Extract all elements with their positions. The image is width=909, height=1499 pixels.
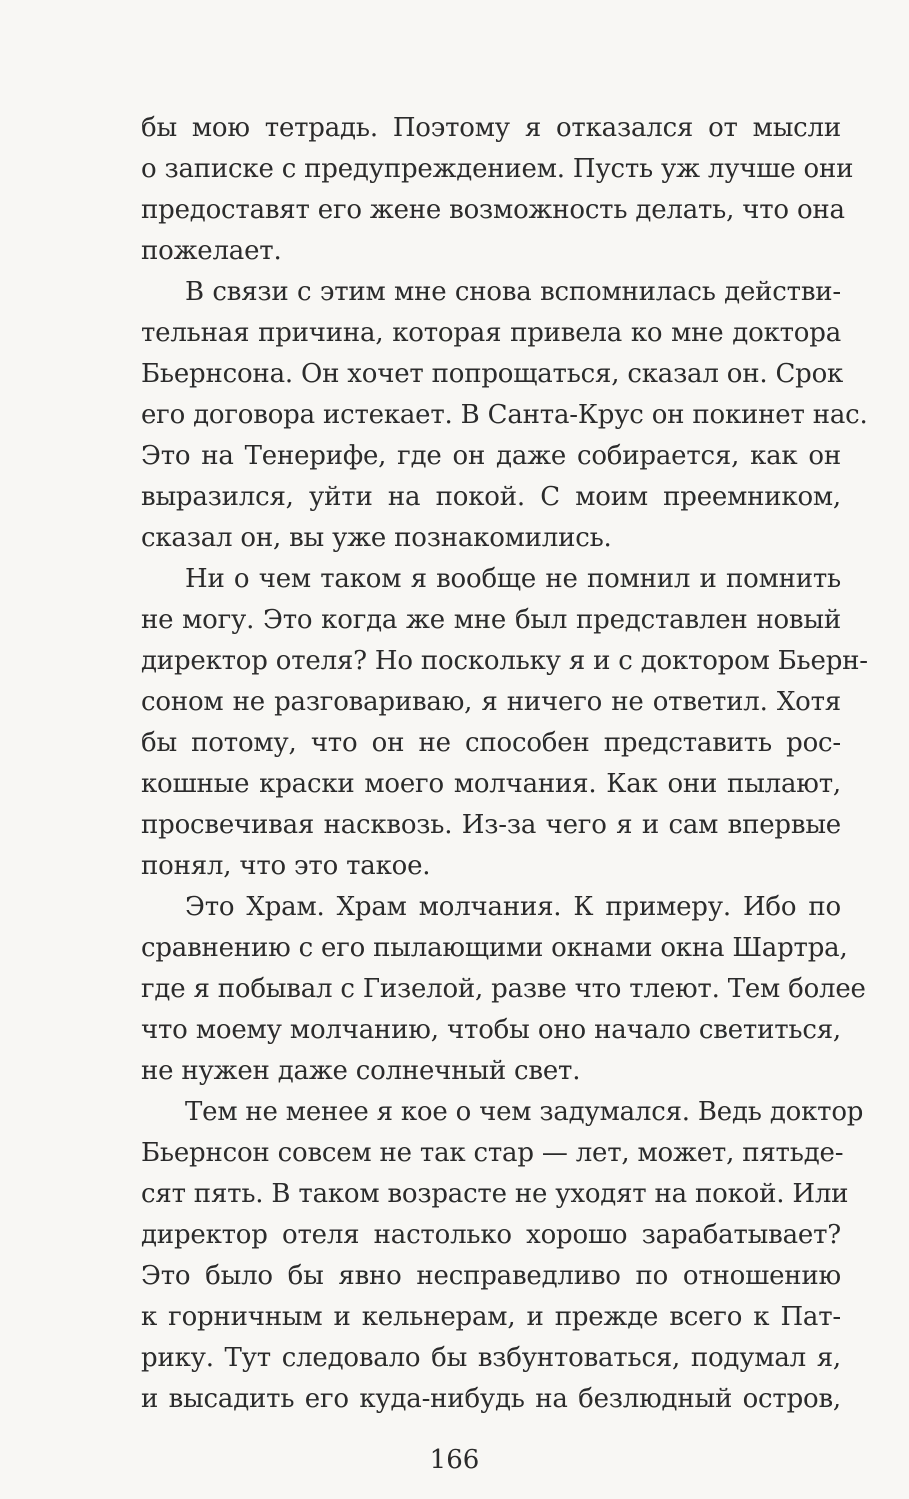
text-line-8: его договора истекает. В Санта-Крус он покинет нас. — [141, 400, 868, 430]
text-line-2: о записке с предупреждением. Пусть уж лучше они — [141, 154, 854, 184]
text-line-6: тельная причина, которая привела ко мне доктора — [141, 318, 841, 348]
text-line-10: выразился, уйти на покой. С моим преемником, — [141, 482, 841, 512]
text-line-27: сят пять. В таком возрасте не уходят на покой. Или — [141, 1179, 849, 1209]
text-line-25: Тем не менее я кое о чем задумался. Ведь доктор — [185, 1097, 864, 1127]
text-line-26: Бьернсон совсем не так стар — лет, может, пятьде- — [141, 1138, 844, 1168]
text-line-20: Это Храм. Храм молчания. К примеру. Ибо по — [185, 892, 841, 922]
text-line-1: бы мою тетрадь. Поэтому я отказался от мысли — [141, 113, 841, 143]
text-line-30: к горничным и кельнерам, и прежде всего к Пат- — [141, 1302, 841, 1332]
text-line-29: Это было бы явно несправедливо по отношению — [141, 1261, 841, 1291]
text-line-9: Это на Тенерифе, где он даже собирается, как он — [141, 441, 841, 471]
text-line-19: понял, что это такое. — [141, 851, 431, 881]
text-line-24: не нужен даже солнечный свет. — [141, 1056, 581, 1086]
text-line-14: директор отеля? Но поскольку я и с доктором Бьерн- — [141, 646, 868, 676]
text-line-23: что моему молчанию, чтобы оно начало светиться, — [141, 1015, 841, 1045]
text-line-28: директор отеля настолько хорошо зарабатывает? — [141, 1220, 841, 1250]
text-line-4: пожелает. — [141, 236, 282, 266]
text-line-31: рику. Тут следовало бы взбунтоваться, подумал я, — [141, 1343, 841, 1373]
text-line-16: бы потому, что он не способен представить рос- — [141, 728, 841, 758]
text-line-18: просвечивая насквозь. Из-за чего я и сам впервые — [141, 810, 841, 840]
text-line-3: предоставят его жене возможность делать, что она — [141, 195, 845, 225]
text-line-22: где я побывал с Гизелой, разве что тлеют. Тем более — [141, 974, 866, 1004]
text-line-21: сравнению с его пылающими окнами окна Шартра, — [141, 933, 848, 963]
text-line-11: сказал он, вы уже познакомились. — [141, 523, 612, 553]
text-line-7: Бьернсона. Он хочет попрощаться, сказал он. Срок — [141, 359, 844, 389]
page-number: 166 — [429, 1445, 480, 1475]
text-line-12: Ни о чем таком я вообще не помнил и помнить — [185, 564, 841, 594]
text-line-17: кошные краски моего молчания. Как они пылают, — [141, 769, 841, 799]
text-line-5: В связи с этим мне снова вспомнилась действи- — [185, 277, 841, 307]
text-line-15: соном не разговариваю, я ничего не ответил. Хотя — [141, 687, 841, 717]
text-line-13: не могу. Это когда же мне был представлен новый — [141, 605, 841, 635]
text-line-32: и высадить его куда-нибудь на безлюдный остров, — [141, 1384, 841, 1414]
